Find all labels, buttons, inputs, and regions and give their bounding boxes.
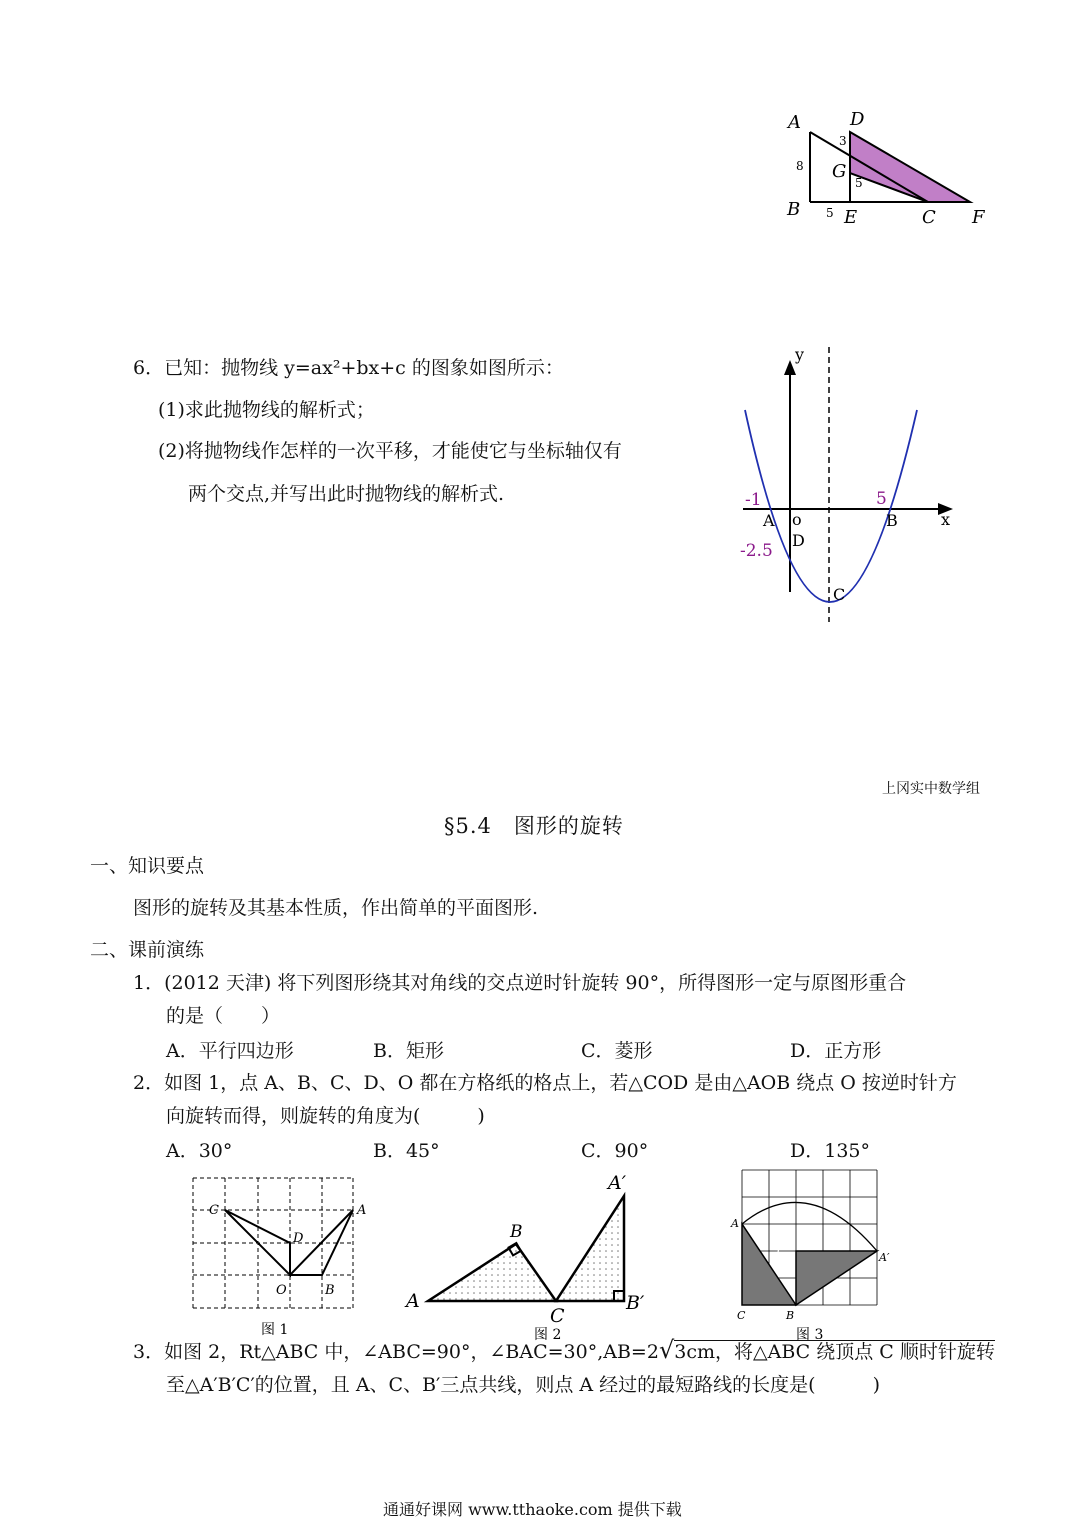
q6-stem: 6．已知：抛物线 y=ax²+bx+c 的图象如图所示： [133, 357, 564, 379]
point-B: B [886, 511, 898, 530]
q3-line1-part-b: 3cm，将△ABC 绕顶点 C 顺时针旋转 [674, 1341, 995, 1363]
fig3-label-A: A [731, 1217, 739, 1230]
q6-part2-line2: 两个交点,并写出此时抛物线的解析式. [188, 483, 505, 505]
fig2-label-C: C [550, 1305, 565, 1327]
figure-2 [400, 1165, 660, 1343]
fig3-label-C: C [737, 1309, 746, 1322]
fig2-label-A-prime: A′ [608, 1172, 627, 1194]
label-neg2.5: -2.5 [740, 541, 773, 561]
point-D: D [792, 531, 805, 550]
num-5-vertical: 5 [855, 176, 863, 190]
point-C: C [833, 585, 846, 604]
parabola-curve [745, 410, 917, 602]
label-A: A [788, 112, 801, 133]
label-F: F [972, 207, 985, 228]
fig3-label-C-prime: C′ [777, 1245, 788, 1258]
q2-line1: 2．如图 1，点 A、B、C、D、O 都在方格纸的格点上，若△COD 是由△AOB 绕点 O 按逆时针方 [133, 1072, 957, 1094]
fig1-label-B: B [325, 1283, 335, 1298]
fig1-label-D: D [293, 1231, 304, 1246]
q1-option-b: B．矩形 [373, 1040, 444, 1062]
y-axis-label: y [795, 345, 805, 364]
label-D: D [850, 109, 865, 130]
label-neg1: -1 [745, 490, 762, 510]
q1-option-a: A．平行四边形 [166, 1040, 294, 1062]
q2-line2: 向旋转而得，则旋转的角度为( ) [166, 1105, 485, 1127]
q2-option-b: B．45° [373, 1140, 440, 1162]
num-5-horizontal: 5 [826, 206, 834, 220]
label-E: E [844, 207, 858, 228]
fig3-label-B: B [786, 1309, 795, 1322]
label-C: C [922, 207, 936, 228]
point-A: A [763, 511, 775, 530]
q3-line1 [133, 1337, 995, 1365]
sqrt-icon: √ [658, 1336, 675, 1364]
figure-3 [728, 1165, 888, 1343]
num-8: 8 [796, 159, 804, 173]
fig2-label-B: B [510, 1222, 523, 1242]
label-B: B [787, 199, 801, 220]
part1-heading: 一、知识要点 [90, 855, 205, 877]
fig2-label-A: A [406, 1290, 420, 1312]
part2-heading: 二、课前演练 [90, 939, 205, 961]
q1-option-d: D．正方形 [790, 1040, 882, 1062]
section-title: §5.4 图形的旋转 [444, 814, 624, 838]
q2-option-a: A．30° [166, 1140, 233, 1162]
q6-part1: (1)求此抛物线的解析式； [158, 399, 375, 421]
origin-o: o [792, 510, 802, 529]
fig3-label-A-prime: A′ [879, 1251, 890, 1264]
label-G: G [832, 161, 847, 182]
q1-line2: 的是（ ） [166, 1005, 281, 1027]
footer: 通通好课网 www.tthaoke.com 提供下载 [383, 1500, 682, 1519]
q3-line1-part-a: 3．如图 2，Rt△ABC 中，∠ABC=90°，∠BAC=30°,AB=2 [133, 1341, 659, 1363]
fig2-label-B-prime: B′ [626, 1292, 645, 1314]
q3-line2: 至△A′B′C′的位置，且 A、C、B′三点共线，则点 A 经过的最短路线的长度是( ) [166, 1374, 880, 1396]
fig1-label-C: C [209, 1203, 219, 1218]
q6-part2-line1: (2)将抛物线作怎样的一次平移，才能使它与坐标轴仅有 [158, 440, 622, 462]
q2-option-d: D．135° [790, 1140, 870, 1162]
fig1-caption: 图 1 [261, 1322, 289, 1338]
fig2-caption: 图 2 [534, 1327, 562, 1343]
part1-content: 图形的旋转及其基本性质，作出简单的平面图形. [133, 897, 539, 919]
q1-line1: 1．(2012 天津) 将下列图形绕其对角线的交点逆时针旋转 90°，所得图形一定与原图形重合 [133, 972, 907, 994]
trapezoid-figure [780, 105, 995, 235]
header-right: 上冈实中数学组 [882, 781, 980, 797]
num-3: 3 [839, 134, 847, 148]
q2-option-c: C．90° [581, 1140, 649, 1162]
label-5: 5 [876, 489, 887, 509]
parabola-figure [735, 342, 960, 627]
q1-option-c: C．菱形 [581, 1040, 653, 1062]
fig3-caption: 图 3 [796, 1327, 824, 1343]
figure-1 [185, 1170, 375, 1338]
x-axis-label: x [941, 510, 951, 529]
fig1-label-A: A [357, 1203, 367, 1218]
fig1-label-O: O [276, 1283, 287, 1298]
